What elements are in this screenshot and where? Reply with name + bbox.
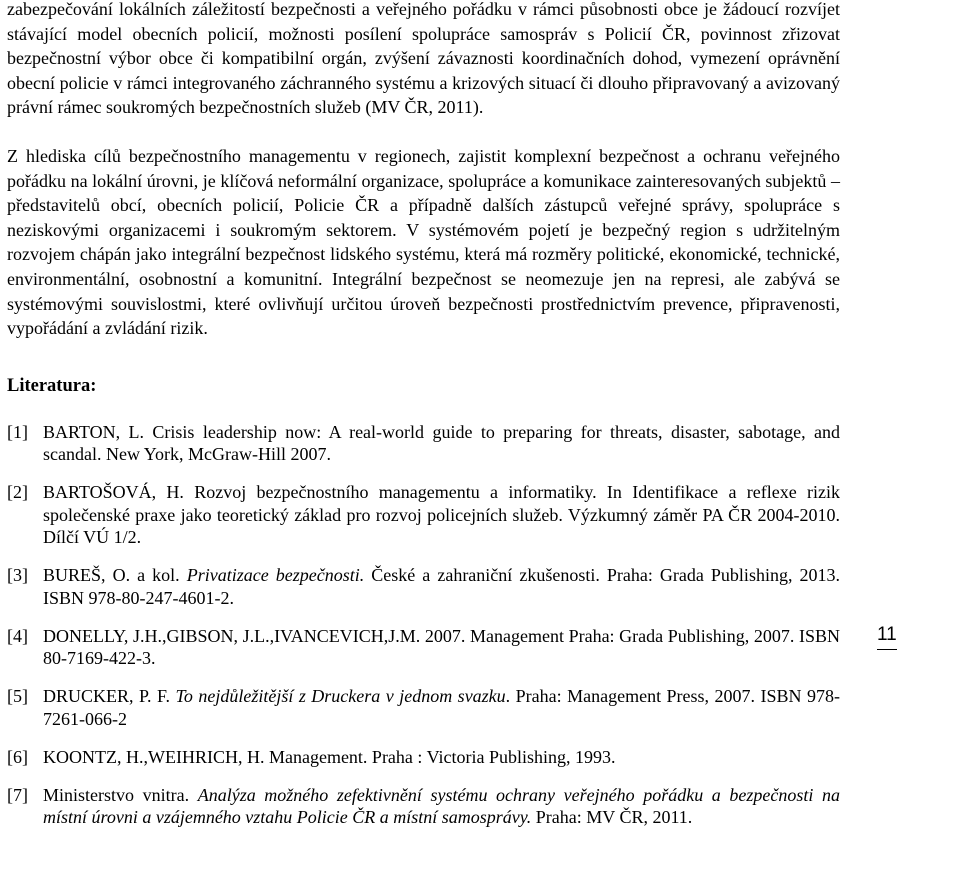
- reference-text-tail: České a zahraniční zkušenosti. Praha: Grada Publishing, 2013. ISBN 978-80-247-4601-2.: [43, 565, 840, 608]
- reference-number: [1]: [7, 421, 28, 442]
- reference-text: BARTOŠOVÁ, H. Rozvoj bezpečnostního managementu a informatiky. In Identifikace a reflexe rizik společenské praxe jako teoretický základ pro rozvoj policejních služeb. Výzkumný záměr PA ČR 2004-2010. Dílčí VÚ 1/2.: [43, 482, 840, 548]
- reference-item: [7, 481, 840, 549]
- reference-item: [7, 421, 840, 466]
- reference-list: [7, 421, 840, 829]
- reference-item: [7, 685, 840, 730]
- reference-title: To nejdůležitější z Druckera v jednom svazku: [175, 686, 506, 707]
- reference-text: DRUCKER, P. F.: [43, 686, 176, 707]
- reference-number: [4]: [7, 625, 28, 646]
- reference-title: Privatizace bezpečnosti.: [186, 565, 365, 586]
- literature-heading: Literatura:: [7, 375, 97, 396]
- reference-title: Analýza možného zefektivnění systému ochrany veřejného pořádku a bezpečnosti na místní úrovni a vzájemného vztahu Policie ČR a místní samosprávy.: [43, 784, 840, 828]
- reference-number: [7]: [7, 784, 28, 805]
- reference-item: [7, 625, 840, 670]
- reference-item: [7, 564, 840, 609]
- reference-item: [7, 746, 840, 769]
- reference-text: DONELLY, J.H.,GIBSON, J.L.,IVANCEVICH,J.M. 2007. Management Praha: Grada Publishing, 2007. ISBN 80-7169-422-3.: [43, 625, 840, 669]
- body-paragraph-2: Z hlediska cílů bezpečnostního managementu v regionech, zajistit komplexní bezpečnost a ochranu veřejného pořádku na lokální úrovni, je klíčová neformální organizace, spolupráce a komunikace zainteresovaných subjektů – představitelů obcí, obecních policií, Policie ČR a případně dalších zástupců veřejné správy, spolupráce s neziskovými organizacemi i soukromým sektorem. V systémovém pojetí je bezpečný region s udržitelným rozvojem chápán jako integrální bezpečnost lidského systému, která má rozměry politické, ekonomické, technické, environmentální, osobnostní a komunitní. Integrální bezpečnost se neomezuje jen na represi, ale zabývá se systémovými souvislostmi, které ovlivňují určitou úroveň bezpečnosti prostřednictvím prevence, připravenosti, vypořádání a zvládání rizik.: [7, 145, 840, 339]
- reference-text-tail: . Praha: Management Press, 2007. ISBN 978-7261-066-2: [43, 686, 840, 729]
- reference-text: BUREŠ, O. a kol.: [43, 565, 187, 586]
- reference-number: [5]: [7, 686, 28, 707]
- page-number: 11: [877, 622, 897, 650]
- reference-text: Ministerstvo vnitra.: [43, 784, 198, 805]
- reference-text: BARTON, L. Crisis leadership now: A real-world guide to preparing for threats, disaster, sabotage, and scandal. New York, McGraw-Hill 2007.: [43, 421, 840, 465]
- reference-text: KOONTZ, H.,WEIHRICH, H. Management. Praha : Victoria Publishing, 1993.: [43, 746, 616, 767]
- reference-text-tail: Praha: MV ČR, 2011.: [531, 807, 693, 828]
- reference-number: [2]: [7, 482, 28, 503]
- body-paragraph-1: zabezpečování lokálních záležitostí bezpečnosti a veřejného pořádku v rámci působnosti obce je žádoucí rozvíjet stávající model obecních policií, možnosti posílení spolupráce samospráv s Policií ČR, povinnost zřizovat bezpečnostní výbor obce či kompatibilní orgán, zvýšení závaznosti koordinačních dohod, vymezení oprávnění obecní policie v rámci integrovaného záchranného systému a krizových situací či dlouho připravovaný a avizovaný právní rámec soukromých bezpečnostních služeb (MV ČR, 2011).: [7, 0, 840, 118]
- document-page: [7, 0, 840, 844]
- reference-number: [3]: [7, 565, 28, 586]
- reference-item: [7, 784, 840, 829]
- reference-number: [6]: [7, 746, 28, 767]
